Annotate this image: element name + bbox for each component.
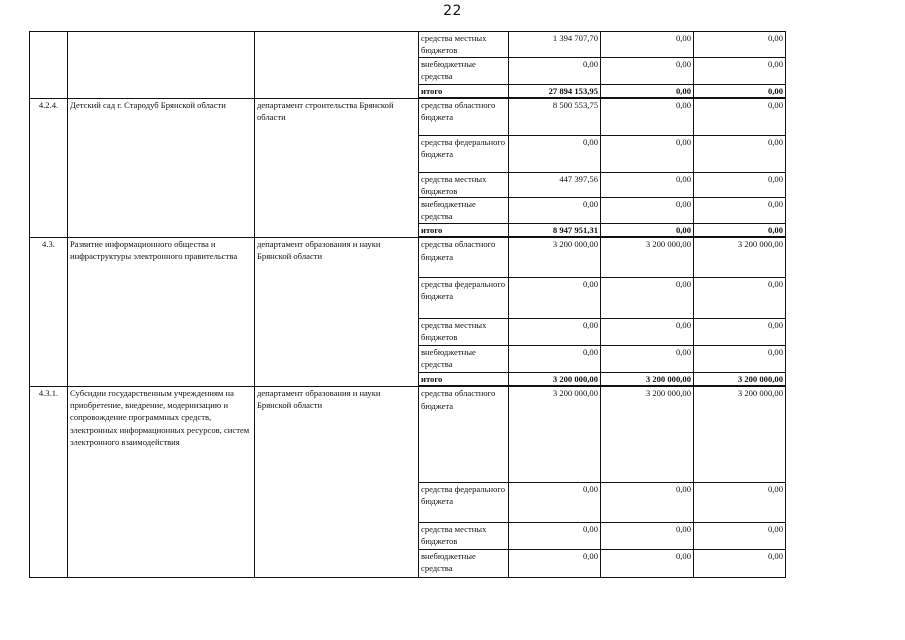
amount-year-2: 0,00 — [601, 522, 694, 549]
funding-source: внебюджетные средства — [419, 345, 509, 372]
table-row — [30, 98, 786, 135]
amount-year-1: 3 200 000,00 — [509, 386, 601, 482]
funding-source: итого — [419, 372, 509, 386]
amount-year-2: 0,00 — [601, 345, 694, 372]
item-name: Субсидии государственным учреждениям на приобретение, внедрение, модернизацию и сопровождение программных средств, электронных информационных ресурсов, систем электронного взаимодействия — [68, 386, 255, 577]
amount-year-2: 0,00 — [601, 198, 694, 224]
responsible-department: департамент строительства Брянской области — [255, 98, 419, 237]
item-code — [30, 32, 68, 99]
amount-year-1: 0,00 — [509, 198, 601, 224]
amount-year-1: 8 947 951,31 — [509, 224, 601, 238]
funding-source: внебюджетные средства — [419, 198, 509, 224]
funding-source: внебюджетные средства — [419, 549, 509, 577]
funding-source: средства местных бюджетов — [419, 318, 509, 345]
amount-year-3: 3 200 000,00 — [694, 237, 786, 277]
amount-year-3: 0,00 — [694, 135, 786, 172]
amount-year-2: 3 200 000,00 — [601, 372, 694, 386]
table-row — [30, 237, 786, 277]
amount-year-2: 0,00 — [601, 549, 694, 577]
funding-source: средства областного бюджета — [419, 386, 509, 482]
item-name — [68, 32, 255, 99]
item-name: Детский сад г. Стародуб Брянской области — [68, 98, 255, 237]
amount-year-1: 27 894 153,95 — [509, 84, 601, 98]
funding-source: итого — [419, 84, 509, 98]
amount-year-3: 0,00 — [694, 549, 786, 577]
amount-year-3: 0,00 — [694, 84, 786, 98]
amount-year-3: 0,00 — [694, 345, 786, 372]
budget-table — [29, 31, 786, 578]
amount-year-3: 3 200 000,00 — [694, 372, 786, 386]
funding-source: средства областного бюджета — [419, 237, 509, 277]
funding-source: средства федерального бюджета — [419, 135, 509, 172]
amount-year-3: 0,00 — [694, 198, 786, 224]
amount-year-1: 8 500 553,75 — [509, 98, 601, 135]
funding-source: внебюджетные средства — [419, 57, 509, 84]
amount-year-2: 0,00 — [601, 482, 694, 522]
amount-year-2: 0,00 — [601, 84, 694, 98]
responsible-department: департамент образования и науки Брянской области — [255, 386, 419, 577]
amount-year-2: 0,00 — [601, 98, 694, 135]
amount-year-1: 0,00 — [509, 522, 601, 549]
amount-year-2: 3 200 000,00 — [601, 237, 694, 277]
amount-year-3: 0,00 — [694, 318, 786, 345]
amount-year-1: 0,00 — [509, 345, 601, 372]
item-code: 4.2.4. — [30, 98, 68, 237]
amount-year-2: 3 200 000,00 — [601, 386, 694, 482]
amount-year-3: 0,00 — [694, 482, 786, 522]
item-code: 4.3.1. — [30, 386, 68, 577]
budget-table-body — [30, 32, 786, 578]
amount-year-2: 0,00 — [601, 318, 694, 345]
funding-source: средства федерального бюджета — [419, 482, 509, 522]
responsible-department: департамент образования и науки Брянской области — [255, 237, 419, 386]
funding-source: средства местных бюджетов — [419, 32, 509, 58]
funding-source: средства местных бюджетов — [419, 172, 509, 198]
amount-year-1: 3 200 000,00 — [509, 237, 601, 277]
amount-year-3: 0,00 — [694, 522, 786, 549]
amount-year-1: 3 200 000,00 — [509, 372, 601, 386]
amount-year-3: 0,00 — [694, 32, 786, 58]
amount-year-2: 0,00 — [601, 224, 694, 238]
amount-year-1: 0,00 — [509, 135, 601, 172]
amount-year-3: 0,00 — [694, 277, 786, 318]
amount-year-3: 0,00 — [694, 57, 786, 84]
page-number: 22 — [443, 3, 462, 19]
funding-source: средства областного бюджета — [419, 98, 509, 135]
amount-year-2: 0,00 — [601, 135, 694, 172]
amount-year-1: 0,00 — [509, 318, 601, 345]
amount-year-1: 0,00 — [509, 482, 601, 522]
table-row — [30, 32, 786, 58]
amount-year-2: 0,00 — [601, 172, 694, 198]
funding-source: средства федерального бюджета — [419, 277, 509, 318]
responsible-department — [255, 32, 419, 99]
amount-year-1: 0,00 — [509, 277, 601, 318]
amount-year-3: 0,00 — [694, 172, 786, 198]
amount-year-1: 1 394 707,70 — [509, 32, 601, 58]
funding-source: средства местных бюджетов — [419, 522, 509, 549]
table-row — [30, 386, 786, 482]
amount-year-1: 0,00 — [509, 57, 601, 84]
item-name: Развитие информационного общества и инфраструктуры электронного правительства — [68, 237, 255, 386]
amount-year-1: 447 397,56 — [509, 172, 601, 198]
amount-year-3: 0,00 — [694, 98, 786, 135]
amount-year-2: 0,00 — [601, 277, 694, 318]
amount-year-2: 0,00 — [601, 57, 694, 84]
funding-source: итого — [419, 224, 509, 238]
amount-year-3: 3 200 000,00 — [694, 386, 786, 482]
item-code: 4.3. — [30, 237, 68, 386]
amount-year-2: 0,00 — [601, 32, 694, 58]
amount-year-1: 0,00 — [509, 549, 601, 577]
amount-year-3: 0,00 — [694, 224, 786, 238]
